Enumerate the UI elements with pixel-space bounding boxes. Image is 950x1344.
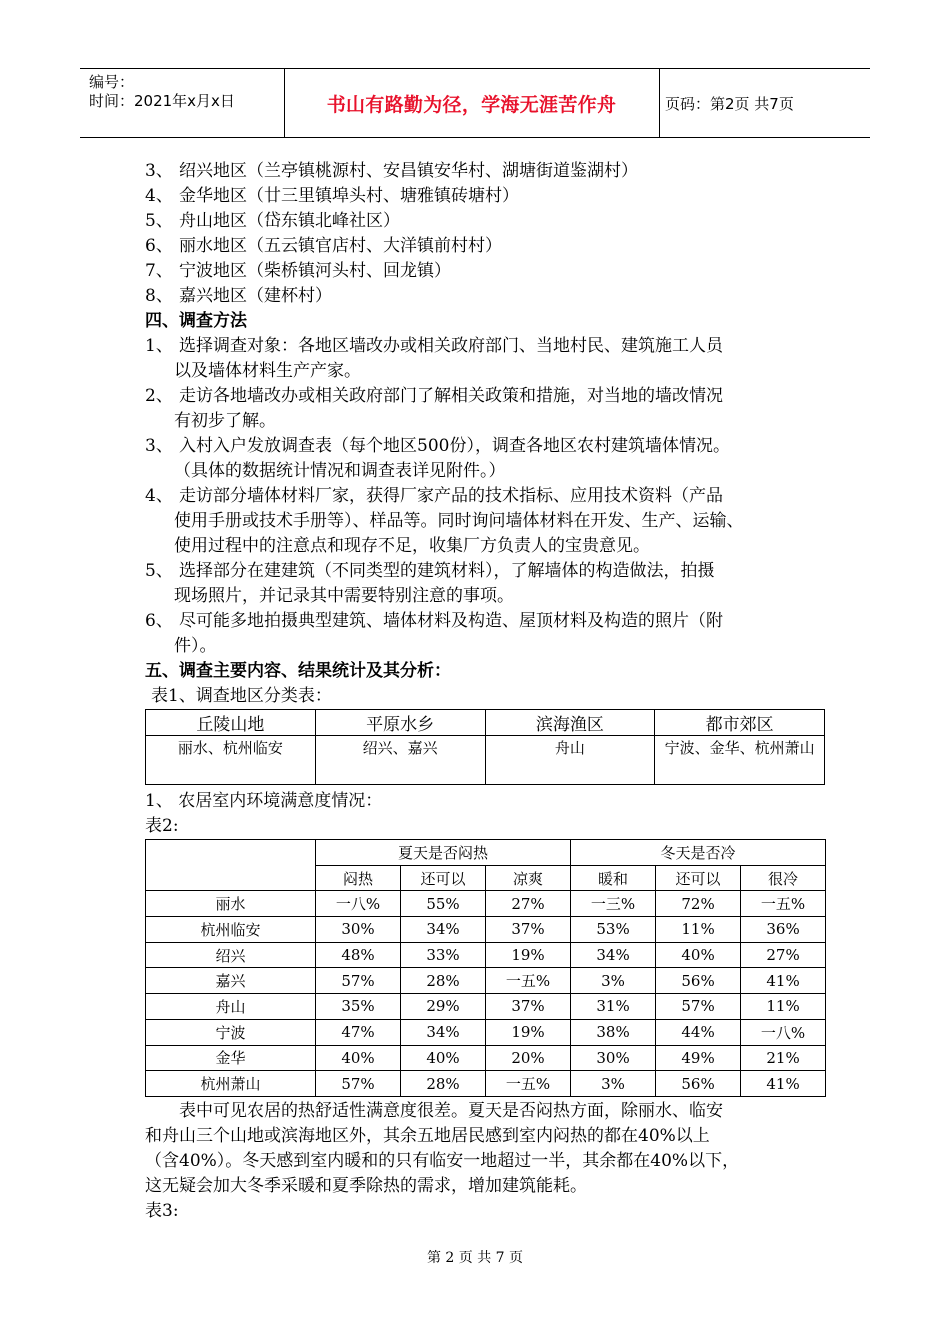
table-group-header: 冬天是否冷 — [571, 840, 826, 866]
page-header — [80, 68, 870, 138]
page-footer: 第 2 页 共 7 页 — [426, 1250, 524, 1266]
region-cell: 杭州临安 — [146, 917, 316, 943]
table-cell: 11% — [656, 917, 741, 943]
table-cell: 30% — [571, 1045, 656, 1071]
table-header: 滨海渔区 — [485, 710, 655, 736]
list-item: 2、 走访各地墙改办或相关政府部门了解相关政策和措施，对当地的墙改情况 有初步了解。 — [145, 386, 723, 431]
table-cell: 44% — [656, 1019, 741, 1045]
table-cell: 28% — [401, 1071, 486, 1097]
document-body — [145, 159, 825, 1224]
table-cell: 一三% — [571, 891, 656, 917]
table-cell: 11% — [741, 994, 826, 1020]
table-cell: 一八% — [316, 891, 401, 917]
table-cell: 57% — [316, 968, 401, 994]
table-caption: 表1、调查地区分类表： — [151, 686, 332, 706]
region-cell: 嘉兴 — [146, 968, 316, 994]
table-row — [146, 891, 826, 917]
list-item: 4、 金华地区（廿三里镇埠头村、塘雅镇砖塘村） — [145, 186, 519, 206]
table-cell: 31% — [571, 994, 656, 1020]
header-motto: 书山有路勤为径，学海无涯苦作舟 — [326, 93, 617, 116]
table-row — [146, 968, 826, 994]
region-cell: 丽水 — [146, 891, 316, 917]
table-cell: 47% — [316, 1019, 401, 1045]
table-cell: 一五% — [486, 968, 571, 994]
satisfaction-table — [145, 839, 826, 1097]
table-header: 暖和 — [571, 865, 656, 891]
table-cell: 20% — [486, 1045, 571, 1071]
table-caption: 表3: — [145, 1200, 179, 1221]
table-cell: 35% — [316, 994, 401, 1020]
table-cell: 41% — [741, 1071, 826, 1097]
table-row — [146, 942, 826, 968]
table-row — [146, 994, 826, 1020]
table-cell: 3% — [571, 968, 656, 994]
table-row — [146, 1071, 826, 1097]
table-cell: 19% — [486, 942, 571, 968]
region-cell: 宁波 — [146, 1019, 316, 1045]
table-header: 还可以 — [401, 865, 486, 891]
table-caption: 表2: — [145, 816, 179, 836]
table-cell: 一五% — [741, 891, 826, 917]
table-cell: 33% — [401, 942, 486, 968]
table-row — [146, 1045, 826, 1071]
table-cell: 40% — [656, 942, 741, 968]
table-cell: 21% — [741, 1045, 826, 1071]
table-cell: 丽水、杭州临安 — [146, 736, 316, 785]
section-heading: 四、调查方法 — [145, 311, 247, 331]
table-cell: 绍兴、嘉兴 — [315, 736, 485, 785]
table-cell: 19% — [486, 1019, 571, 1045]
list-item: 1、 选择调查对象：各地区墙改办或相关政府部门、当地村民、建筑施工人员 以及墙体材料生产产家。 — [145, 336, 723, 381]
document-time-label: 时间：2021年x月x日 — [89, 92, 235, 110]
section-heading: 五、调查主要内容、结果统计及其分析： — [145, 661, 451, 681]
table-cell: 30% — [316, 917, 401, 943]
region-cell: 杭州萧山 — [146, 1071, 316, 1097]
list-item: 6、 丽水地区（五云镇官店村、大洋镇前村村） — [145, 236, 502, 256]
table-cell: 49% — [656, 1045, 741, 1071]
table-header: 还可以 — [656, 865, 741, 891]
table-cell: 40% — [401, 1045, 486, 1071]
table-cell: 宁波、金华、杭州萧山 — [655, 736, 825, 785]
table-cell: 29% — [401, 994, 486, 1020]
list-item: 5、 选择部分在建建筑（不同类型的建筑材料），了解墙体的构造做法，拍摄 现场照片，并记录其中需要特别注意的事项。 — [145, 561, 715, 606]
table-cell: 41% — [741, 968, 826, 994]
table-cell: 34% — [571, 942, 656, 968]
table-header: 都市郊区 — [655, 710, 825, 736]
table-cell: 55% — [401, 891, 486, 917]
table-cell: 一八% — [741, 1019, 826, 1045]
table-row — [146, 917, 826, 943]
table-cell: 48% — [316, 942, 401, 968]
table-cell: 3% — [571, 1071, 656, 1097]
list-item: 6、 尽可能多地拍摄典型建筑、墙体材料及构造、屋顶材料及构造的照片（附 件）。 — [145, 611, 723, 656]
table-cell: 27% — [741, 942, 826, 968]
table-cell: 38% — [571, 1019, 656, 1045]
list-item: 5、 舟山地区（岱东镇北峰社区） — [145, 211, 400, 231]
satisfaction-table-body — [146, 891, 826, 1097]
table-cell: 57% — [316, 1071, 401, 1097]
table-cell: 37% — [486, 917, 571, 943]
region-list — [145, 159, 825, 309]
table-cell: 28% — [401, 968, 486, 994]
list-item: 3、 绍兴地区（兰亭镇桃源村、安昌镇安华村、湖塘街道鉴湖村） — [145, 161, 638, 181]
region-cell: 绍兴 — [146, 942, 316, 968]
subsection-heading: 1、 农居室内环境满意度情况： — [145, 791, 383, 811]
table-header: 丘陵山地 — [146, 710, 316, 736]
region-classification-table — [145, 709, 825, 785]
header-page-number: 页码：第2页 共7页 — [665, 94, 794, 113]
table-header: 凉爽 — [486, 865, 571, 891]
table-cell: 舟山 — [485, 736, 655, 785]
table-cell: 34% — [401, 1019, 486, 1045]
region-cell: 舟山 — [146, 994, 316, 1020]
table-cell: 40% — [316, 1045, 401, 1071]
table-corner — [146, 840, 316, 891]
table-cell: 56% — [656, 968, 741, 994]
header-meta — [89, 73, 284, 111]
document-number-label: 编号： — [89, 73, 135, 91]
table-cell: 36% — [741, 917, 826, 943]
table-header: 闷热 — [316, 865, 401, 891]
table-cell: 57% — [656, 994, 741, 1020]
table-row — [146, 1019, 826, 1045]
list-item: 3、 入村入户发放调查表（每个地区500份），调查各地区农村建筑墙体情况。 （具体的数据统计情况和调查表详见附件。） — [145, 436, 730, 481]
table-cell: 一五% — [486, 1071, 571, 1097]
table-cell: 37% — [486, 994, 571, 1020]
table-header: 平原水乡 — [315, 710, 485, 736]
table-cell: 34% — [401, 917, 486, 943]
header-divider — [659, 69, 660, 137]
table-group-header: 夏天是否闷热 — [316, 840, 571, 866]
table-cell: 72% — [656, 891, 741, 917]
method-list — [145, 334, 825, 659]
table-header: 很冷 — [741, 865, 826, 891]
list-item: 8、 嘉兴地区（建杯村） — [145, 286, 332, 306]
list-item: 4、 走访部分墙体材料厂家，获得厂家产品的技术指标、应用技术资料（产品 使用手册或技术手册等）、样品等。同时询问墙体材料在开发、生产、运输、 使用过程中的注意点和现存不足，收集厂方负责人的宝贵意见。 — [145, 486, 744, 556]
table-cell: 27% — [486, 891, 571, 917]
table-cell: 53% — [571, 917, 656, 943]
analysis-paragraph: 表中可见农居的热舒适性满意度很差。夏天是否闷热方面，除丽水、临安 和舟山三个山地或滨海地区外，其余五地居民感到室内闷热的都在40%以上 （含40%）。冬天感到室内暖和的只有临安一地超过一半，其余都在40%以下， 这无疑会加大冬季采暖和夏季除热的需求，增加建筑能耗。 — [145, 1100, 740, 1196]
list-item: 7、 宁波地区（柴桥镇河头村、回龙镇） — [145, 261, 451, 281]
table-cell: 56% — [656, 1071, 741, 1097]
region-cell: 金华 — [146, 1045, 316, 1071]
